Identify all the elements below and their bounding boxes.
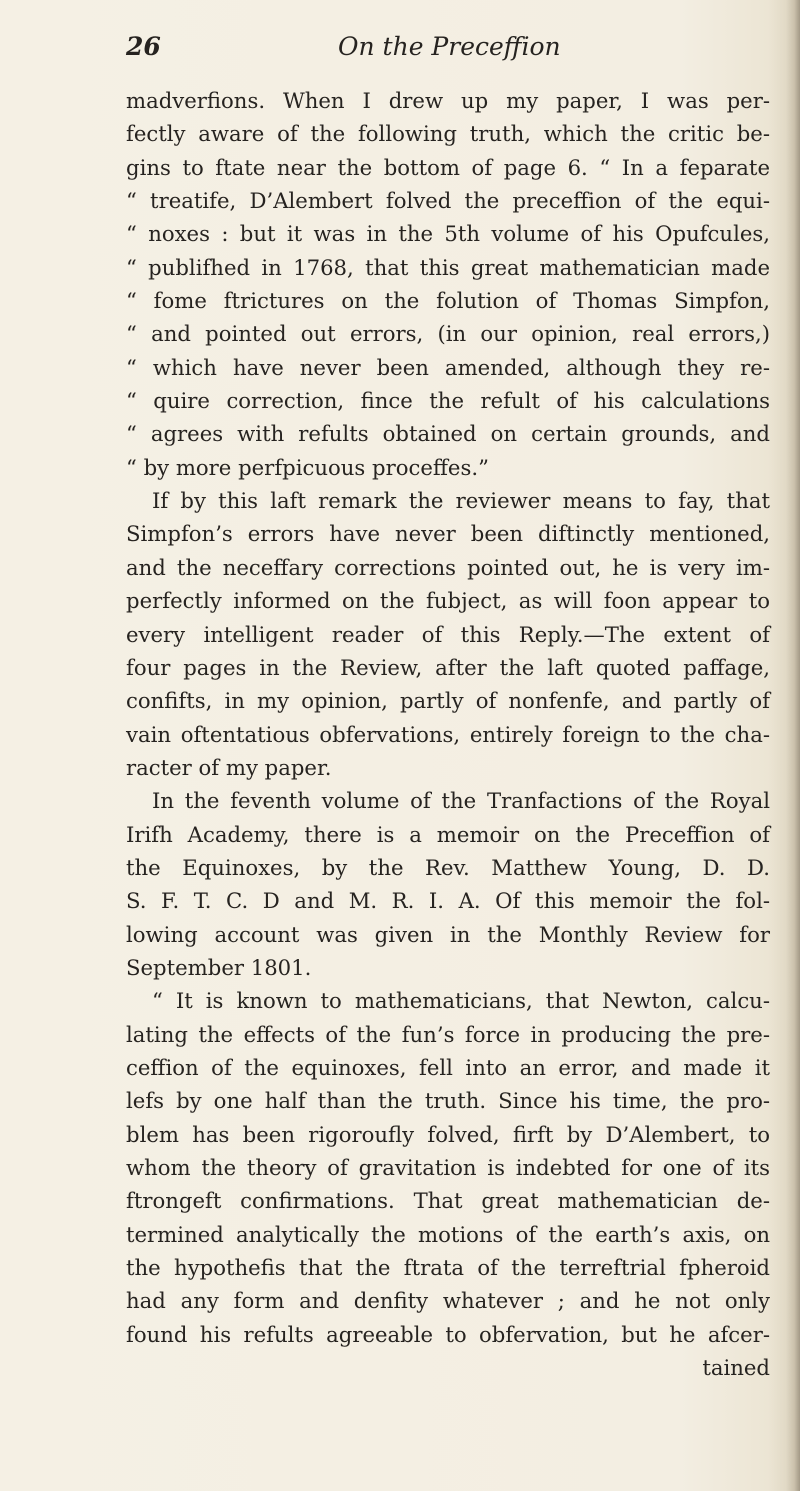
text-line: Simpfon’s errors have never been diftinctly mentioned, (126, 521, 770, 547)
text-line: perfectly informed on the fubject, as will foon appear to (126, 588, 770, 614)
text-line: had any form and denfity whatever ; and he not only (126, 1288, 770, 1314)
text-line: fectly aware of the following truth, which the critic be- (126, 121, 770, 147)
text-line: Irifh Academy, there is a memoir on the Preceffion of (126, 821, 770, 847)
text-line: “ by more perfpicuous proceffes.” (126, 454, 489, 480)
text-line: the hypothefis that the ftrata of the terreftrial fpheroid (126, 1255, 770, 1281)
text-line: S. F. T. C. D and M. R. I. A. Of this memoir the fol- (126, 888, 770, 914)
text-line: gins to ftate near the bottom of page 6. “ In a feparate (126, 154, 770, 180)
text-line: “ which have never been amended, although they re- (126, 354, 770, 380)
text-line: “ It is known to mathematicians, that Newton, calcu- (152, 988, 770, 1014)
text-line: “ quire correction, fince the refult of his calculations (126, 388, 770, 414)
text-line: ftrongeft confirmations. That great mathematician de- (126, 1188, 770, 1214)
text-line: madverfions. When I drew up my paper, I was per- (126, 88, 770, 113)
text-line: whom the theory of gravitation is indebted for one of its (126, 1155, 770, 1180)
text-line: the Equinoxes, by the Rev. Matthew Young, D. D. (126, 854, 770, 880)
text-line: termined analytically the motions of the earth’s axis, on (126, 1221, 770, 1247)
text-line: “ noxes : but it was in the 5th volume of his Opufcules, (126, 221, 770, 247)
text-line: “ fome ftrictures on the folution of Thomas Simpfon, (126, 288, 770, 314)
page-edge-shadow (786, 0, 800, 1491)
text-line: four pages in the Review, after the laft quoted paffage, (126, 654, 770, 680)
running-head (126, 32, 770, 72)
body-text (126, 84, 770, 1384)
text-line: lating the effects of the fun’s force in producing the pre- (126, 1021, 770, 1047)
text-line: ceffion of the equinoxes, fell into an error, and made it (126, 1054, 770, 1080)
text-line: lefs by one half than the truth. Since his time, the pro- (126, 1088, 770, 1114)
text-line: blem has been rigoroufly folved, firft by D’Alembert, to (126, 1121, 770, 1147)
text-line: “ agrees with refults obtained on certain grounds, and (126, 421, 770, 447)
text-line: racter of my paper. (126, 754, 332, 780)
text-line: lowing account was given in the Monthly Review for (126, 921, 770, 947)
text-line: “ and pointed out errors, (in our opinion, real errors,) (126, 321, 770, 347)
text-line: found his refults agreeable to obfervation, but he afcer- (126, 1321, 770, 1347)
text-line: “ publifhed in 1768, that this great mathematician made (126, 254, 770, 280)
text-line: every intelligent reader of this Reply.—The extent of (126, 621, 770, 647)
text-line: September 1801. (126, 954, 312, 980)
text-line: If by this laft remark the reviewer means to fay, that (152, 488, 770, 514)
text-line: vain oftentatious obfervations, entirely foreign to the cha- (126, 721, 770, 747)
page-number: 26 (126, 32, 161, 61)
text-line: confifts, in my opinion, partly of nonfenfe, and partly of (126, 688, 770, 714)
text-line: tained (702, 1355, 770, 1381)
text-line: and the neceffary corrections pointed out, he is very im- (126, 554, 770, 580)
text-line: In the feventh volume of the Tranfactions of the Royal (152, 788, 770, 814)
text-line: “ treatife, D’Alembert folved the preceffion of the equi- (126, 188, 770, 214)
running-head-title: On the Preceffion (338, 32, 561, 61)
